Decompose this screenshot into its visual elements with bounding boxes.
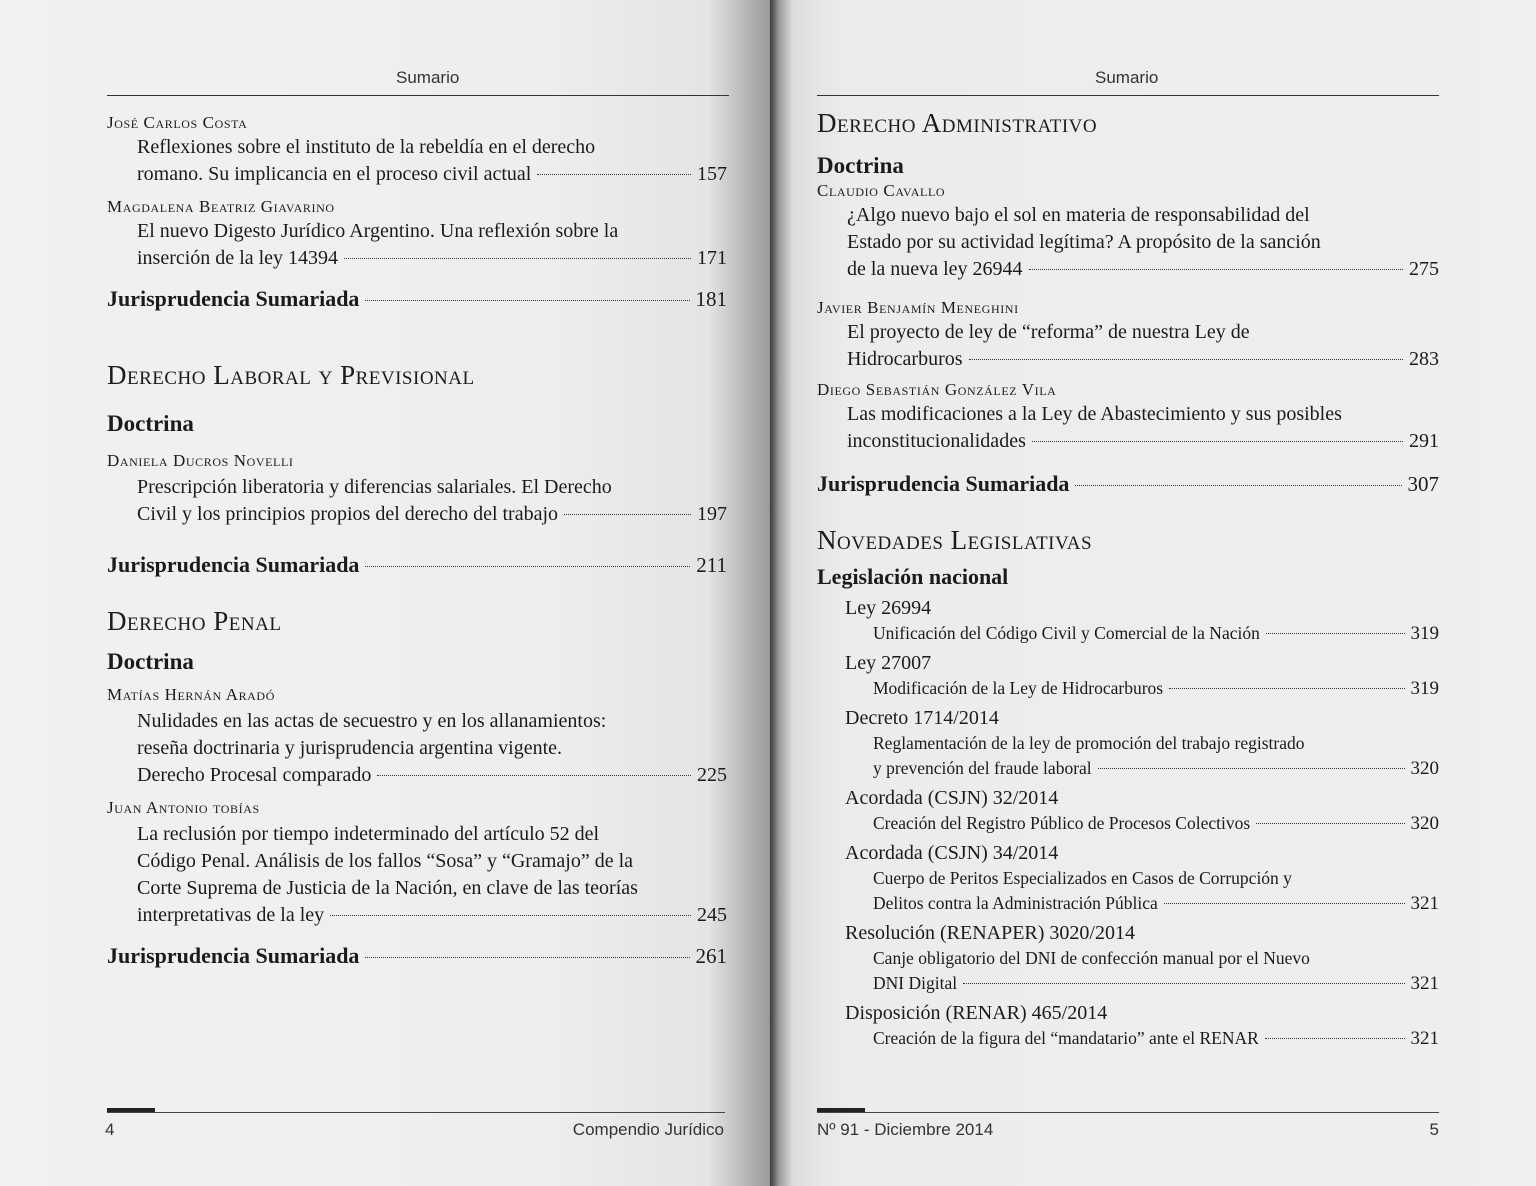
dot-leader (344, 258, 691, 259)
page-number-footer: 5 (1429, 1120, 1439, 1139)
dot-leader (330, 915, 691, 916)
toc-entry-jurisprudencia[interactable] (107, 941, 727, 971)
page-header: Sumario (396, 68, 460, 87)
entry-line: Reflexiones sobre el instituto de la rebeldía en el derecho (137, 136, 596, 158)
page-number: 319 (1410, 623, 1439, 644)
section-title: Derecho Administrativo (817, 108, 1098, 138)
page-number: 319 (1410, 678, 1439, 699)
toc-entry[interactable] (817, 811, 1439, 836)
dot-leader (969, 359, 1403, 360)
section-title: Derecho Laboral y Previsional (107, 360, 475, 390)
dot-leader (1032, 441, 1403, 442)
law-title: Disposición (RENAR) 465/2014 (845, 1002, 1108, 1024)
footer-rule (107, 1112, 725, 1113)
toc-entry[interactable] (817, 866, 1439, 916)
publication-name: Compendio Jurídico (572, 1120, 724, 1139)
entry-line: Cuerpo de Peritos Especializados en Casos de Corrupción y (873, 868, 1292, 888)
author: Javier Benjamín Meneghini (817, 298, 1019, 317)
toc-entry[interactable] (817, 319, 1439, 373)
toc-entry[interactable] (817, 731, 1439, 781)
issue-label: Nº 91 - Diciembre 2014 (817, 1120, 994, 1139)
dot-leader (1169, 688, 1404, 689)
page-number: 321 (1410, 973, 1439, 994)
page-number: 261 (695, 944, 727, 968)
entry-line: y prevención del fraude laboral (873, 758, 1092, 778)
page-number: 320 (1410, 758, 1439, 779)
page-number: 157 (697, 163, 727, 185)
toc-entry[interactable] (817, 621, 1439, 646)
toc-left (107, 112, 727, 971)
section-title: Derecho Penal (107, 606, 282, 636)
author: José Carlos Costa (107, 113, 248, 132)
entry-line: Creación del Registro Público de Procesos Colectivos (873, 813, 1251, 833)
entry-line: romano. Su implicancia en el proceso civil actual (137, 163, 532, 185)
toc-entry[interactable] (817, 1026, 1439, 1051)
subsection-title: Doctrina (817, 153, 904, 178)
dot-leader (1075, 485, 1401, 486)
page-number: 171 (697, 247, 727, 269)
entry-line: El proyecto de ley de “reforma” de nuestra Ley de (847, 321, 1250, 343)
toc-entry[interactable] (107, 708, 727, 789)
entry-line: DNI Digital (873, 973, 958, 993)
subsection-title: Doctrina (107, 649, 194, 674)
law-title: Acordada (CSJN) 32/2014 (845, 787, 1059, 809)
toc-entry[interactable] (817, 401, 1439, 455)
page-number: 321 (1410, 893, 1439, 914)
author: Daniela Ducros Novelli (107, 451, 294, 470)
toc-right (817, 108, 1439, 1051)
law-title: Resolución (RENAPER) 3020/2014 (845, 922, 1135, 944)
law-title: Ley 27007 (845, 652, 932, 674)
footer-rule (817, 1112, 1439, 1113)
entry-line: Civil y los principios propios del derecho del trabajo (137, 503, 559, 525)
page-number: 197 (697, 503, 727, 525)
header-rule (107, 95, 729, 96)
subsection-title: Doctrina (107, 411, 194, 436)
dot-leader (1098, 768, 1405, 769)
toc-entry-jurisprudencia[interactable] (107, 284, 727, 314)
entry-line: ¿Algo nuevo bajo el sol en materia de responsabilidad del (847, 204, 1310, 226)
page-number-footer: 4 (105, 1120, 115, 1139)
dot-leader (1029, 269, 1404, 270)
page-number: 225 (697, 764, 727, 786)
dot-leader (365, 566, 690, 567)
law-list (817, 595, 1439, 1051)
law-title: Decreto 1714/2014 (845, 707, 999, 729)
entry-line: Hidrocarburos (847, 348, 963, 370)
entry-line: Reglamentación de la ley de promoción del trabajo registrado (873, 733, 1305, 753)
author: Claudio Cavallo (817, 181, 946, 200)
entry-line: de la nueva ley 26944 (847, 258, 1023, 280)
entry-line: Derecho Procesal comparado (137, 764, 372, 786)
dot-leader (365, 300, 689, 301)
entry-line: La reclusión por tiempo indeterminado del artículo 52 del (137, 823, 600, 845)
page-number: 320 (1410, 813, 1439, 834)
author: Juan Antonio tobías (107, 798, 260, 817)
entry-line: Jurisprudencia Sumariada (107, 552, 360, 577)
entry-line: Prescripción liberatoria y diferencias salariales. El Derecho (137, 476, 612, 498)
entry-line: Estado por su actividad legítima? A propósito de la sanción (847, 231, 1321, 253)
toc-entry[interactable] (107, 821, 727, 929)
page-number: 321 (1410, 1028, 1439, 1049)
entry-line: Jurisprudencia Sumariada (107, 943, 360, 968)
entry-line: Jurisprudencia Sumariada (817, 471, 1070, 496)
author: Matías Hernán Aradó (107, 685, 275, 704)
right-page (770, 0, 1536, 1186)
dot-leader (564, 514, 691, 515)
toc-entry[interactable] (107, 134, 727, 188)
dot-leader (1266, 633, 1405, 634)
page-header: Sumario (1095, 68, 1159, 87)
dot-leader (377, 775, 691, 776)
law-title: Acordada (CSJN) 34/2014 (845, 842, 1059, 864)
dot-leader (365, 957, 689, 958)
subsection-title: Legislación nacional (817, 564, 1009, 589)
author: Magdalena Beatriz Giavarino (107, 197, 335, 216)
toc-entry-jurisprudencia[interactable] (817, 469, 1439, 499)
page-number: 275 (1409, 258, 1439, 280)
entry-line: Creación de la figura del “mandatario” ante el RENAR (873, 1028, 1259, 1048)
page-number: 291 (1409, 430, 1439, 452)
toc-entry[interactable] (107, 474, 727, 528)
dot-leader (1265, 1038, 1405, 1039)
entry-line: Modificación de la Ley de Hidrocarburos (873, 678, 1164, 698)
dot-leader (537, 174, 691, 175)
dot-leader (1164, 903, 1405, 904)
entry-line: Unificación del Código Civil y Comercial de la Nación (873, 623, 1260, 643)
entry-line: reseña doctrinaria y jurisprudencia argentina vigente. (137, 737, 563, 759)
entry-line: Nulidades en las actas de secuestro y en los allanamientos: (137, 710, 607, 732)
dot-leader (963, 983, 1404, 984)
toc-entry[interactable] (817, 946, 1439, 996)
page-number: 245 (697, 904, 727, 926)
entry-line: Las modificaciones a la Ley de Abastecimiento y sus posibles (847, 403, 1342, 425)
section-title: Novedades Legislativas (817, 525, 1093, 555)
entry-line: Jurisprudencia Sumariada (107, 286, 360, 311)
law-title: Ley 26994 (845, 597, 932, 619)
page-number: 307 (1407, 472, 1439, 496)
toc-entry-jurisprudencia[interactable] (107, 550, 727, 580)
page-number: 211 (696, 553, 727, 577)
entry-line: Canje obligatorio del DNI de confección manual por el Nuevo (873, 948, 1310, 968)
toc-entry[interactable] (107, 218, 727, 272)
toc-entry[interactable] (817, 676, 1439, 701)
toc-entry[interactable] (817, 202, 1439, 283)
entry-line: Corte Suprema de Justicia de la Nación, en clave de las teorías (137, 877, 638, 899)
entry-line: inserción de la ley 14394 (137, 247, 339, 269)
entry-line: Delitos contra la Administración Pública (873, 893, 1158, 913)
page-number: 181 (695, 287, 727, 311)
entry-line: Código Penal. Análisis de los fallos “Sosa” y “Gramajo” de la (137, 850, 634, 872)
author: Diego Sebastián González Vila (817, 380, 1057, 399)
header-rule (817, 95, 1439, 96)
page-number: 283 (1409, 348, 1439, 370)
entry-line: El nuevo Digesto Jurídico Argentino. Una reflexión sobre la (137, 220, 619, 242)
entry-line: interpretativas de la ley (137, 904, 325, 926)
dot-leader (1256, 823, 1404, 824)
entry-line: inconstitucionalidades (847, 430, 1026, 452)
